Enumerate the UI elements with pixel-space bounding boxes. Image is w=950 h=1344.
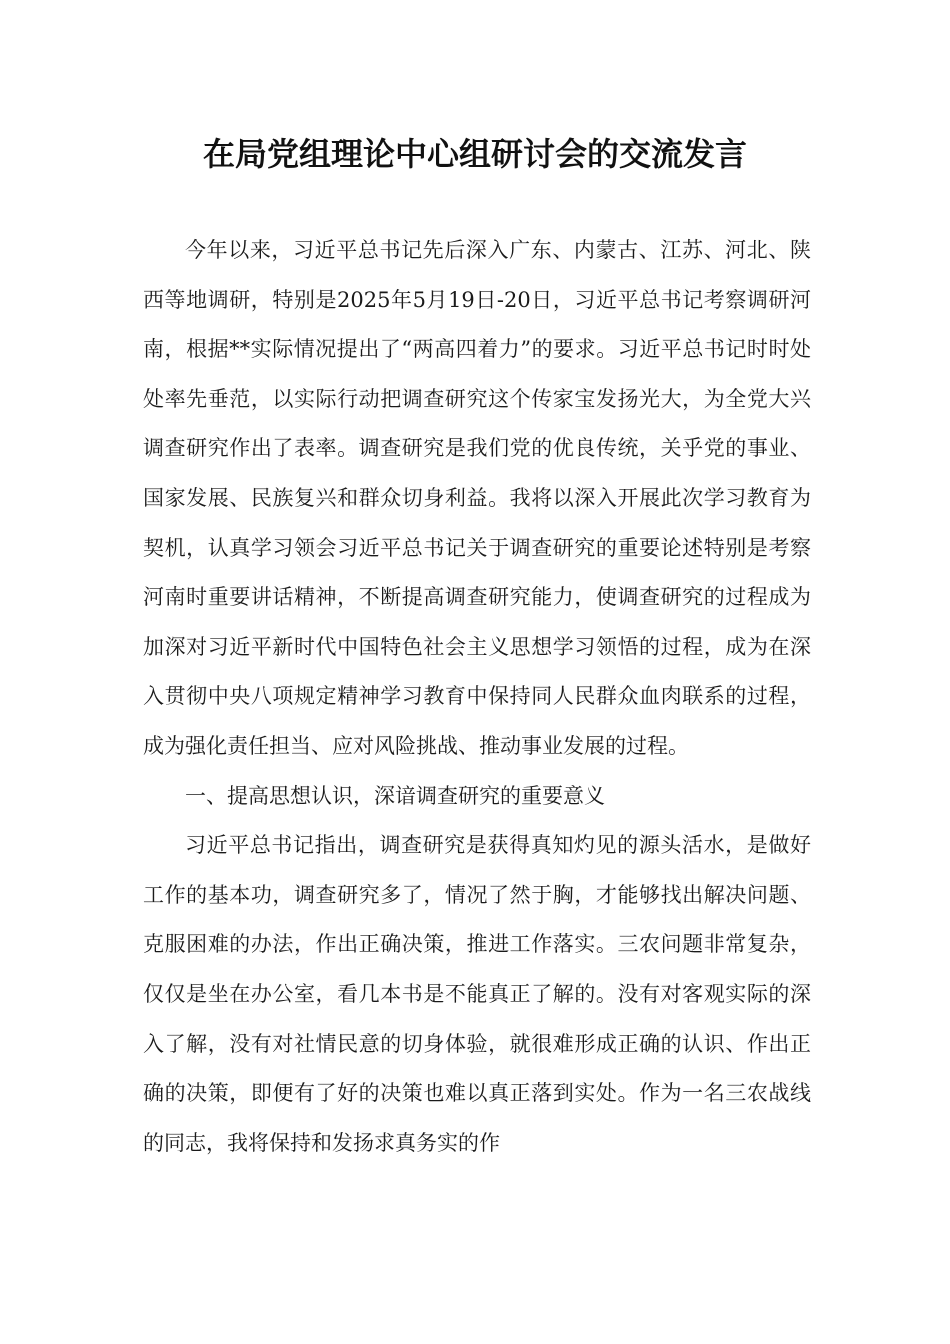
document-title: 在局党组理论中心组研讨会的交流发言 [202,135,747,173]
section-paragraph: 习近平总书记指出，调查研究是获得真知灼见的源头活水，是做好工作的基本功，调查研究多了，情况了然于胸，才能够找出解决问题、克服困难的办法，作出正确决策，推进工作落实。三农问题非常复杂，仅仅是坐在办公室，看几本书是不能真正了解的。没有对客观实际的深入了解，没有对社情民意的切身体验，就很难形成正确的认识、作出正确的决策，即便有了好的决策也难以真正落到实处。作为一名三农战线的同志，我将保持和发扬求真务实的作 [143,833,811,1155]
document-body [143,226,811,1168]
section-heading: 一、提高思想认识，深谙调查研究的重要意义 [185,783,605,808]
intro-paragraph: 今年以来，习近平总书记先后深入广东、内蒙古、江苏、河北、陕西等地调研，特别是2025年5月19日-20日，习近平总书记考察调研河南，根据**实际情况提出了“两高四着力”的要求。习近平总书记时时处处率先垂范，以实际行动把调查研究这个传家宝发扬光大，为全党大兴调查研究作出了表率。调查研究是我们党的优良传统，关乎党的事业、国家发展、民族复兴和群众切身利益。我将以深入开展此次学习教育为契机，认真学习领会习近平总书记关于调查研究的重要论述特别是考察河南时重要讲话精神，不断提高调查研究能力，使调查研究的过程成为加深对习近平新时代中国特色社会主义思想学习领悟的过程，成为在深入贯彻中央八项规定精神学习教育中保持同人民群众血肉联系的过程，成为强化责任担当、应对风险挑战、推动事业发展的过程。 [143,238,811,758]
